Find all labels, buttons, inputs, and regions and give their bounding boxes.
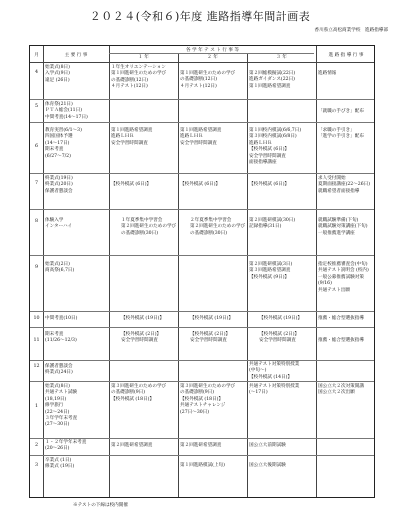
- month-label: 2: [34, 443, 39, 448]
- grade2-events: 【校外模試 (6日)】: [180, 182, 221, 187]
- main-events: 終業式(19日) 終業式(20日) 保護者懇談会: [45, 176, 73, 194]
- month-label: 5: [34, 104, 39, 109]
- header-tests: 各 学 年 テ ス ト 行 事 等: [185, 48, 240, 53]
- main-events: 中間考査(10日): [45, 316, 78, 321]
- main-events: 始業式(8日) 入学式(9日) 遠足 (26日): [45, 65, 70, 83]
- grade3-events: 第１回校内模試(6/6,7日) 第３回校内模試(6/8日) 進路ＬＨＲ 【校外模試 (6日)】 安全学習時間調査 面接指導講座: [249, 128, 302, 166]
- month-label: 9: [34, 265, 39, 270]
- grade1-events: １年生オリエンテーション 第１回進研生のための学び の基礎診断(12日) ４月テスト(12日): [111, 65, 167, 90]
- header-grade2: ２ 年: [207, 55, 218, 60]
- grade1-events: １年夏季集中学習会 第２回進研生のための学び の基礎診断(30日): [121, 218, 177, 236]
- grade3-events: 第２回進研模試(3日) 第３回進路希望調査 【校外模試 (9日)】: [249, 262, 293, 280]
- month-label: 7: [34, 181, 39, 186]
- header-grade1: １ 年: [138, 55, 149, 60]
- header-grade3: ３ 年: [276, 55, 287, 60]
- month-label: 3: [34, 463, 39, 468]
- month-label: 11: [33, 338, 40, 343]
- main-events: 期末考査 (11/26〜12/3): [45, 332, 77, 344]
- main-events: １・２年学年末考査 (20〜26日): [45, 440, 87, 452]
- guidance-events: 就職試験準備(下旬) 就職試験対策講座(下旬) 一般推薦進学講座: [318, 218, 368, 236]
- grade3-events: 第２回進研模試(30日) 記録指導(31日): [249, 218, 296, 230]
- month-label: 6: [34, 144, 39, 149]
- grade3-events: 国公立大前期試験: [249, 443, 286, 448]
- month-label: 1: [34, 404, 39, 409]
- grade1-events: 【校外模試 (19日)】: [121, 316, 165, 321]
- main-events: 卒業式 (1日) 修業式 (19日): [45, 458, 75, 470]
- guidance-events: 進路情報: [318, 71, 337, 76]
- grade3-events: 【校外模試 (6日)】: [249, 182, 290, 187]
- grade2-events: 第１回進路希望調査 進路ＬＨＲ 安全学習時間調査: [180, 128, 222, 146]
- header-month: 月: [34, 53, 39, 58]
- grade2-events: ２年夏季集中学習会 第２回進研生のための学び の基礎診断(30日): [190, 218, 246, 236]
- guidance-events: 「求職の手引き」 「進学の手引き」配布: [318, 128, 364, 140]
- grade2-events: 第３回進研生のための学び の基礎診断(9日) 【校外模試 (18日)】 共通テストチャレンジ (27日〜30日): [180, 384, 236, 415]
- guidance-events: 国公立大２次対策開講 国公立大２次出願: [318, 384, 364, 396]
- main-events: 体育祭(21日) ＰＴＡ総会(11日) 中間考査(14〜17日): [45, 102, 88, 120]
- grade3-events: 共通テスト対策特別授業 (〜17日): [249, 384, 300, 396]
- grade2-events: 第１回進路模試(上旬): [180, 463, 225, 468]
- guidance-events: 「就職の手びき」配布: [318, 109, 364, 114]
- main-events: 保護者懇談会 終業式(24日): [45, 364, 73, 376]
- page-title: ２０２４(令和６)年度 進路指導年間計画表: [89, 10, 311, 23]
- guidance-events: 推薦・総合型選抜指導: [318, 338, 364, 343]
- grade1-events: 第１回進路希望調査 進路ＬＨＲ 安全学習時間調査: [111, 128, 153, 146]
- month-label: 12: [33, 364, 40, 369]
- main-events: 始業式(2日) 商高祭(6,7日): [45, 262, 75, 274]
- guidance-events: 求人受付開始 夏期面接講座(22〜26日) 就職希望者面接指導: [318, 176, 371, 194]
- grade1-events: 第３回進研生のための学び の基礎診断(9日) 【校外模試 (18日)】: [111, 384, 167, 402]
- guidance-events: 推薦・総合型選抜指導: [318, 316, 364, 321]
- main-events: 始業式(8日) 共通テスト試験 (18,19日) 修学旅行 (22〜24日) ３年学年末考査 (27〜30日): [45, 384, 78, 428]
- grade2-events: 第１回進研生のための学び の基礎診断(12日) ４月テスト(12日): [180, 71, 236, 89]
- main-events: 体験入学 インターハイ: [45, 218, 73, 230]
- school-name: 香川県立高松商業学校 進路指導部: [314, 28, 388, 33]
- grade1-events: 【校外模試 (6日)】: [111, 182, 152, 187]
- grade3-events: 国公立大後期試験: [249, 463, 286, 468]
- grade1-events: 【校外模試 (2日)】 安全学習時間調査: [121, 332, 162, 344]
- header-guidance: 進 路 指 導 行 事: [328, 53, 364, 58]
- plan-table: [29, 45, 375, 498]
- grade3-events: 共通テスト対策特別授業 (中旬〜) 【校外模試 (14日)】: [249, 362, 300, 380]
- grade2-events: 【校外模試 (19日)】: [190, 316, 234, 321]
- grade2-events: 【校外模試 (2日)】 安全学習時間調査: [190, 332, 231, 344]
- guidance-events: 指定校推薦審査会(中旬) 共通テスト説明会 (校内) 一般公募推薦試験対策 (9/16) 共通テスト出願: [318, 262, 369, 293]
- grade1-events: 第２回進研希望調査: [111, 443, 153, 448]
- grade3-events: 【校外模試 (19日)】: [259, 316, 303, 321]
- month-label: 8: [34, 219, 39, 224]
- grade2-events: 第２回進研希望調査: [180, 443, 222, 448]
- month-label: 10: [33, 316, 40, 321]
- main-events: 教育実習(6/1〜3) 四国国体予選 (14〜17日) 期末考査 (6/27〜7/2): [45, 128, 82, 159]
- grade3-events: 第２回総模擬試(22日) 進路ガイダンス(22日) 第１回進路希望調査: [249, 71, 296, 89]
- grade3-events: 【校外模試 (2日)】 安全学習時間調査: [259, 332, 300, 344]
- footnote: ※テストの下線は校内開催: [73, 503, 128, 508]
- month-label: 4: [34, 70, 39, 75]
- header-main-events: 主 要 行 事: [64, 53, 88, 58]
